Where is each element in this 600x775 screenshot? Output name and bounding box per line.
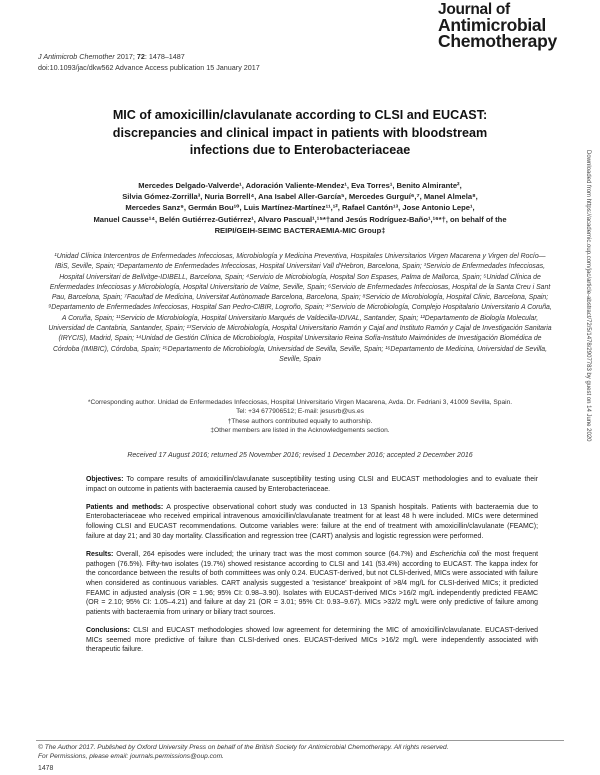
abstract-conclusions (86, 626, 538, 655)
author-line: Manuel Causse¹⁴, Belén Gutiérrez-Gutiérrez¹, Alvaro Pascual¹,¹⁵*†and Jesús Rodríguez-Baño¹,¹⁶*†, on behalf of the (93, 214, 507, 224)
author-list (30, 180, 570, 236)
logo-line-2: Antimicrobial (438, 15, 546, 35)
title-line: MIC of amoxicillin/clavulanate according to CLSI and EUCAST: (112, 108, 488, 122)
equal-contribution-note: †These authors contributed equally to authorship. (227, 417, 373, 425)
citation-year: 2017; (116, 52, 135, 61)
title-line: infections due to Enterobacteriaceae (189, 143, 411, 157)
objectives-text: To compare results of amoxicillin/clavulanate susceptibility testing using CLSI and EUCAST methodologies and to evaluate their impact on outcome in patients with bacteraemia caused by Enterobacteriaceae. (86, 476, 538, 493)
conclusions-label: Conclusions: (86, 627, 130, 635)
logo-line-1: Journal of (438, 1, 510, 18)
received-dates: Received 17 August 2016; returned 25 November 2016; revised 1 December 2016; accepted 2 December 2016 (127, 452, 473, 459)
abstract-objectives (86, 475, 538, 494)
author-line: Mercedes Sanz⁹, Germán Bou¹⁰, Luis Martínez-Martínez¹¹,¹², Rafael Cantón¹³, Jose Antonio Lepe¹, (125, 203, 475, 213)
patients-methods-text: A prospective observational cohort study was conducted in 13 Spanish hospitals. Patients with bacteraemia due to Enterobacteriaceae who received empirical intravenous amoxicillin/clavulanate treatment for at least 48 h were included. MICs were determined following CLSI and EUCAST recommendations. Outcome variables were: failure at the end of treatment with amoxicillin/clavulanate (FEAMC); failure at day 21; and 30 day mortality. Classification and regression tree (CART) analysis and logistic regression were performed. (86, 503, 538, 540)
footer-divider (36, 740, 564, 741)
citation-journal: J Antimicrob Chemother (38, 52, 115, 61)
abstract-patients-methods (86, 503, 538, 542)
citation-pages: : 1478–1487 (144, 52, 185, 61)
citation-volume: 72 (136, 52, 145, 61)
author-line: REIPI/GEIH-SEIMC BACTERAEMIA-MIC Group‡ (214, 225, 386, 235)
footer (38, 743, 558, 762)
corresponding-author-block (60, 398, 540, 436)
corresponding-author-address: *Corresponding author. Unidad de Enfermedades Infecciosas, Hospital Universitario Virgen Macarena, Avda. Dr. Fedriani 3, 41009 Sevilla, Spain. (87, 399, 513, 406)
corresponding-author-contact: Tel: +34 677906512; E-mail: jesusrb@us.es (236, 408, 364, 416)
abstract (86, 475, 538, 664)
author-line: Mercedes Delgado-Valverde¹, Adoración Valiente-Mendez¹, Eva Torres¹, Benito Almirante², (138, 181, 462, 190)
page-number: 1478 (38, 765, 54, 772)
results-label: Results: (86, 550, 114, 558)
results-organism: Escherichia coli (430, 550, 480, 558)
conclusions-text: CLSI and EUCAST methodologies showed low agreement for determining the MIC of amoxicillin/clavulanate. EUCAST-derived MICs seemed more predictive of failure than CLSI-derived ones. EUCAST-derived MICs >16/2 mg/L were independently associated with therapeutic failure. (86, 627, 538, 654)
journal-logo (438, 2, 588, 49)
author-line: Silvia Gómez-Zorrilla³, Nuria Borrell⁴, Ana Isabel Aller-García⁵, Mercedes Gurguí⁶,⁷, Manel Almela⁸, (122, 192, 478, 202)
download-note: Downloaded from https://academic.oup.com/jac/article-abstract/72/5/1478/2907783 by guest on 14 June 2020 (585, 150, 591, 442)
logo-line-3: Chemotherapy (438, 31, 557, 51)
permissions-notice: For Permissions, please email: journals.permissions@oup.com. (38, 753, 224, 761)
results-text: Overall, 264 episodes were included; the urinary tract was the most common source (64.7%) and (113, 550, 431, 558)
abstract-results (86, 550, 538, 618)
group-members-note: ‡Other members are listed in the Acknowledgements section. (210, 427, 390, 435)
copyright-notice: © The Author 2017. Published by Oxford University Press on behalf of the British Society for Antimicrobial Chemotherapy. All rights reserved. (38, 744, 449, 751)
title-line: discrepancies and clinical impact in patients with bloodstream (112, 125, 488, 140)
objectives-label: Objectives: (86, 476, 124, 483)
citation-line (38, 52, 260, 63)
download-watermark (583, 150, 599, 750)
citation-block (38, 52, 260, 74)
patients-methods-label: Patients and methods: (86, 503, 164, 511)
doi-line: doi:10.1093/jac/dkw562 Advance Access publication 15 January 2017 (38, 62, 260, 72)
article-title (40, 107, 560, 160)
affiliations: ¹Unidad Clínica Intercentros de Enfermedades Infecciosas, Microbiología y Medicina Preventiva, Hospitales Universitarios Virgen Macarena y Virgen del Rocío—IBiS, Seville, Spain; ²Departamento de Enfermedades Infecciosas, Hospital Universitari Vall d'Hebron, Barcelona, Spain; ³Servicio de Enfermedades Infecciosas, Hospital Universitari de Bellvitge-IDIBELL, Barcelona, Spain; ⁴Servicio de Microbiología, Hospital Son Espases, Palma de Mallorca, Spain; ⁵Unidad Clínica de Enfermedades Infecciosas y Microbiología, Hospital Universitario de Valme, Seville, Spain; ⁶Servicio de Enfermedades Infecciosas, Hospital de la Santa Creu i Sant Pau, Barcelona, Spain; ⁷Facultad de Medicina, Universitat Autònomade Barcelona, Barcelona, Spain; ⁸Servicio de Microbiología, Hospital Clinic, Barcelona, Spain; ⁹Departamento de Enfermedades Infecciosas, Hospital San Pedro-CIBIR, Logroño, Spain; ¹⁰Servicio de Microbiología, Complejo Hospitalario Universitario A Coruña, A Coruña, Spain; ¹¹Servicio de Microbiología, Hospital Universitario Marqués de Valdecilla-IDIVAL, Santander, Spain; ¹²Departamento de Biología Molecular, Universidad de Cantabria, Santander, Spain; ¹³Servicio de Microbiología, Hospital Universitario Ramón y Cajal and Instituto Ramón y Cajal de Investigación Sanitaria (IRYCIS), Madrid, Spain; ¹⁴Unidad de Gestión Clínica de Microbiología, Hospital Universitario Reina Sofía-Instituto Maimónides de Investigación Biomédica de Córdoba (IMIBIC), Córdoba, Spain; ¹⁵Departamento de Microbiología, Universidad de Sevilla, Seville, Spain; ¹⁶Departamento de Medicina, Universidad de Sevilla, Seville, Spain (48, 253, 552, 363)
results-text-cont: the most frequent pathogen (76.5%). Fifty-two isolates (19.7%) showed resistance according to CLSI and 141 (53.4%) according to EUCAST. The kappa index for the concordance between the results of both committees was only 0.24. EUCAST-derived, but not CLSI-derived, MICs were associated with failure when considered as continuous variables. CART analysis suggested a 'resistance' breakpoint of >8/4 mg/L for CLSI-derived MICs; it predicted FEAMC in adjusted analysis (OR = 1.96; 95% CI: 0.98–3.90). Isolates with EUCAST-derived MICs >16/2 mg/L independently predicted FEAMC (OR = 2.10; 95% CI: 1.05–4.21) and failure at day 21 (OR = 3.01; 95% CI: 0.93–9.67). MICs >32/2 mg/L were only predictive of failure among patients with bacteraemia from urinary or biliary tract sources. (86, 550, 538, 616)
